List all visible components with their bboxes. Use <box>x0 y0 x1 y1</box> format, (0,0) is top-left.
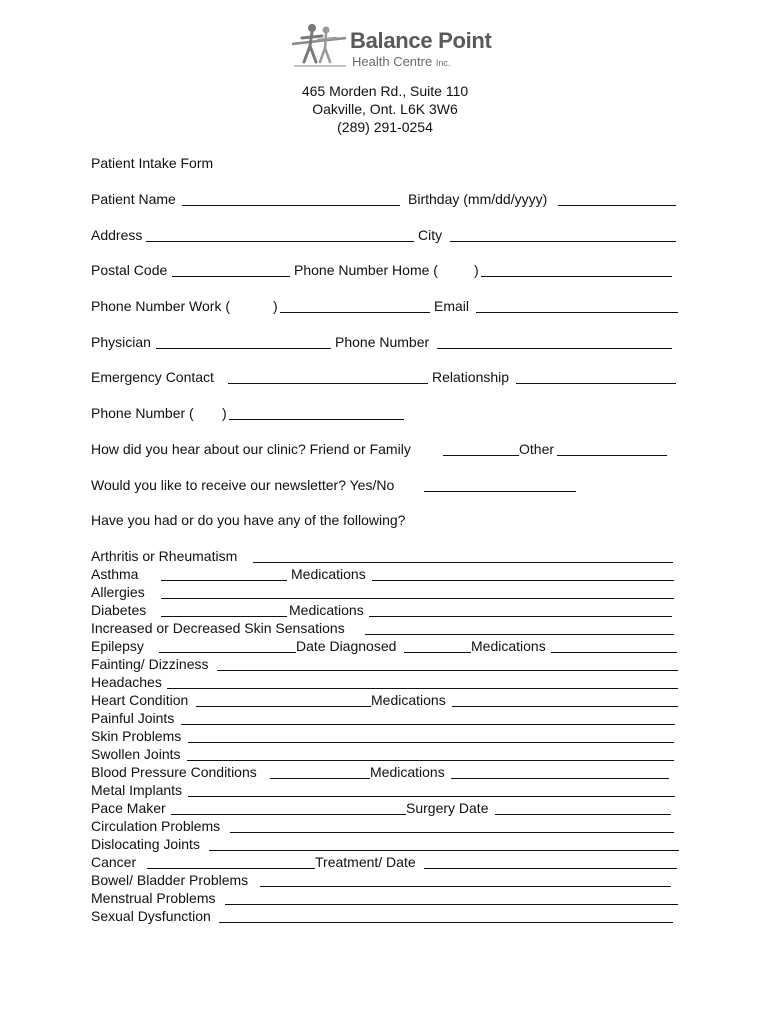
blood-pressure-medications-field[interactable] <box>451 778 669 779</box>
relationship-field[interactable] <box>516 383 676 384</box>
phone-work-field[interactable] <box>280 312 430 313</box>
phone-home-close-paren: ) <box>474 262 479 278</box>
treatment-date-field[interactable] <box>424 868 677 869</box>
patient-name-label: Patient Name <box>91 191 176 207</box>
hear-about-label: How did you hear about our clinic? Friend or Family <box>91 441 411 457</box>
bowel-bladder-field[interactable] <box>260 886 671 887</box>
clinic-phone: (289) 291-0254 <box>337 119 433 135</box>
menstrual-label: Menstrual Problems <box>91 890 216 906</box>
phone-work-close-paren: ) <box>273 298 278 314</box>
phone-home-label: Phone Number Home ( <box>294 262 438 278</box>
city-label: City <box>418 227 443 243</box>
newsletter-label: Would you like to receive our newsletter? Yes/No <box>91 477 395 493</box>
logo-name: Balance Point <box>350 28 492 53</box>
postal-code-field[interactable] <box>172 276 290 277</box>
blood-pressure-field[interactable] <box>270 778 370 779</box>
fainting-field[interactable] <box>217 670 678 671</box>
clinic-logo <box>290 22 490 72</box>
other-label: Other <box>519 441 555 457</box>
sexual-dysfunction-field[interactable] <box>219 922 673 923</box>
friend-family-field[interactable] <box>443 455 519 456</box>
date-diagnosed-label: Date Diagnosed <box>296 638 397 654</box>
diabetes-medications-label: Medications <box>289 602 364 618</box>
logo-sub-text: Health Centre <box>352 54 433 69</box>
arthritis-field[interactable] <box>253 562 673 563</box>
asthma-medications-label: Medications <box>291 566 366 582</box>
painful-joints-label: Painful Joints <box>91 710 175 726</box>
treatment-date-label: Treatment/ Date <box>315 854 416 870</box>
physician-field[interactable] <box>156 348 331 349</box>
conditions-question: Have you had or do you have any of the following? <box>91 512 406 528</box>
circulation-field[interactable] <box>230 832 674 833</box>
emergency-phone-label: Phone Number ( <box>91 405 194 421</box>
relationship-label: Relationship <box>432 369 510 385</box>
epilepsy-field[interactable] <box>159 652 296 653</box>
phone-work-label: Phone Number Work ( <box>91 298 231 314</box>
heart-medications-field[interactable] <box>452 706 678 707</box>
arthritis-label: Arthritis or Rheumatism <box>91 548 238 564</box>
swollen-joints-label: Swollen Joints <box>91 746 181 762</box>
logo-inc: Inc. <box>435 58 451 68</box>
patient-name-field[interactable] <box>182 205 400 206</box>
swollen-joints-field[interactable] <box>187 760 674 761</box>
circulation-label: Circulation Problems <box>91 818 221 834</box>
blood-pressure-medications-label: Medications <box>370 764 445 780</box>
asthma-label: Asthma <box>91 566 139 582</box>
diabetes-label: Diabetes <box>91 602 147 618</box>
address-field[interactable] <box>146 241 414 242</box>
emergency-contact-label: Emergency Contact <box>91 369 214 385</box>
cancer-field[interactable] <box>147 868 315 869</box>
emergency-contact-field[interactable] <box>228 383 428 384</box>
bowel-bladder-label: Bowel/ Bladder Problems <box>91 872 249 888</box>
headaches-field[interactable] <box>167 688 678 689</box>
metal-implants-label: Metal Implants <box>91 782 183 798</box>
asthma-medications-field[interactable] <box>372 580 674 581</box>
emergency-phone-close-paren: ) <box>222 405 227 421</box>
dislocating-joints-field[interactable] <box>209 850 679 851</box>
birthday-field[interactable] <box>558 205 676 206</box>
dislocating-joints-label: Dislocating Joints <box>91 836 200 852</box>
skin-sensations-field[interactable] <box>365 634 674 635</box>
sexual-dysfunction-label: Sexual Dysfunction <box>91 908 211 924</box>
allergies-label: Allergies <box>91 584 145 600</box>
surgery-date-field[interactable] <box>495 814 671 815</box>
pace-maker-field[interactable] <box>171 814 406 815</box>
blood-pressure-label: Blood Pressure Conditions <box>91 764 257 780</box>
skin-problems-field[interactable] <box>188 742 674 743</box>
epilepsy-medications-label: Medications <box>471 638 546 654</box>
fainting-label: Fainting/ Dizziness <box>91 656 209 672</box>
diabetes-field[interactable] <box>161 616 287 617</box>
skin-sensations-label: Increased or Decreased Skin Sensations <box>91 620 345 636</box>
headaches-label: Headaches <box>91 674 162 690</box>
logo-subtitle <box>352 54 450 69</box>
city-field[interactable] <box>450 241 676 242</box>
skin-problems-label: Skin Problems <box>91 728 182 744</box>
date-diagnosed-field[interactable] <box>404 652 471 653</box>
asthma-field[interactable] <box>161 580 287 581</box>
address-line-1: 465 Morden Rd., Suite 110 <box>301 83 469 99</box>
phone-home-field[interactable] <box>481 276 672 277</box>
physician-phone-field[interactable] <box>437 348 672 349</box>
epilepsy-label: Epilepsy <box>91 638 144 654</box>
emergency-phone-field[interactable] <box>229 419 404 420</box>
physician-phone-label: Phone Number <box>335 334 430 350</box>
physician-label: Physician <box>91 334 151 350</box>
address-label: Address <box>91 227 143 243</box>
allergies-field[interactable] <box>161 598 674 599</box>
email-label: Email <box>434 298 470 314</box>
email-field[interactable] <box>476 312 678 313</box>
form-title: Patient Intake Form <box>91 155 214 171</box>
diabetes-medications-field[interactable] <box>369 616 672 617</box>
birthday-label: Birthday (mm/dd/yyyy) <box>408 191 548 207</box>
cancer-label: Cancer <box>91 854 137 870</box>
other-field[interactable] <box>557 455 667 456</box>
postal-code-label: Postal Code <box>91 262 168 278</box>
address-line-2: Oakville, Ont. L6K 3W6 <box>312 101 458 117</box>
pace-maker-label: Pace Maker <box>91 800 166 816</box>
surgery-date-label: Surgery Date <box>406 800 489 816</box>
heart-condition-label: Heart Condition <box>91 692 189 708</box>
balance-figures-icon <box>290 22 350 72</box>
newsletter-field[interactable] <box>424 491 576 492</box>
epilepsy-medications-field[interactable] <box>551 652 677 653</box>
heart-medications-label: Medications <box>371 692 446 708</box>
heart-condition-field[interactable] <box>196 706 371 707</box>
menstrual-field[interactable] <box>225 904 678 905</box>
metal-implants-field[interactable] <box>188 796 675 797</box>
painful-joints-field[interactable] <box>181 724 675 725</box>
